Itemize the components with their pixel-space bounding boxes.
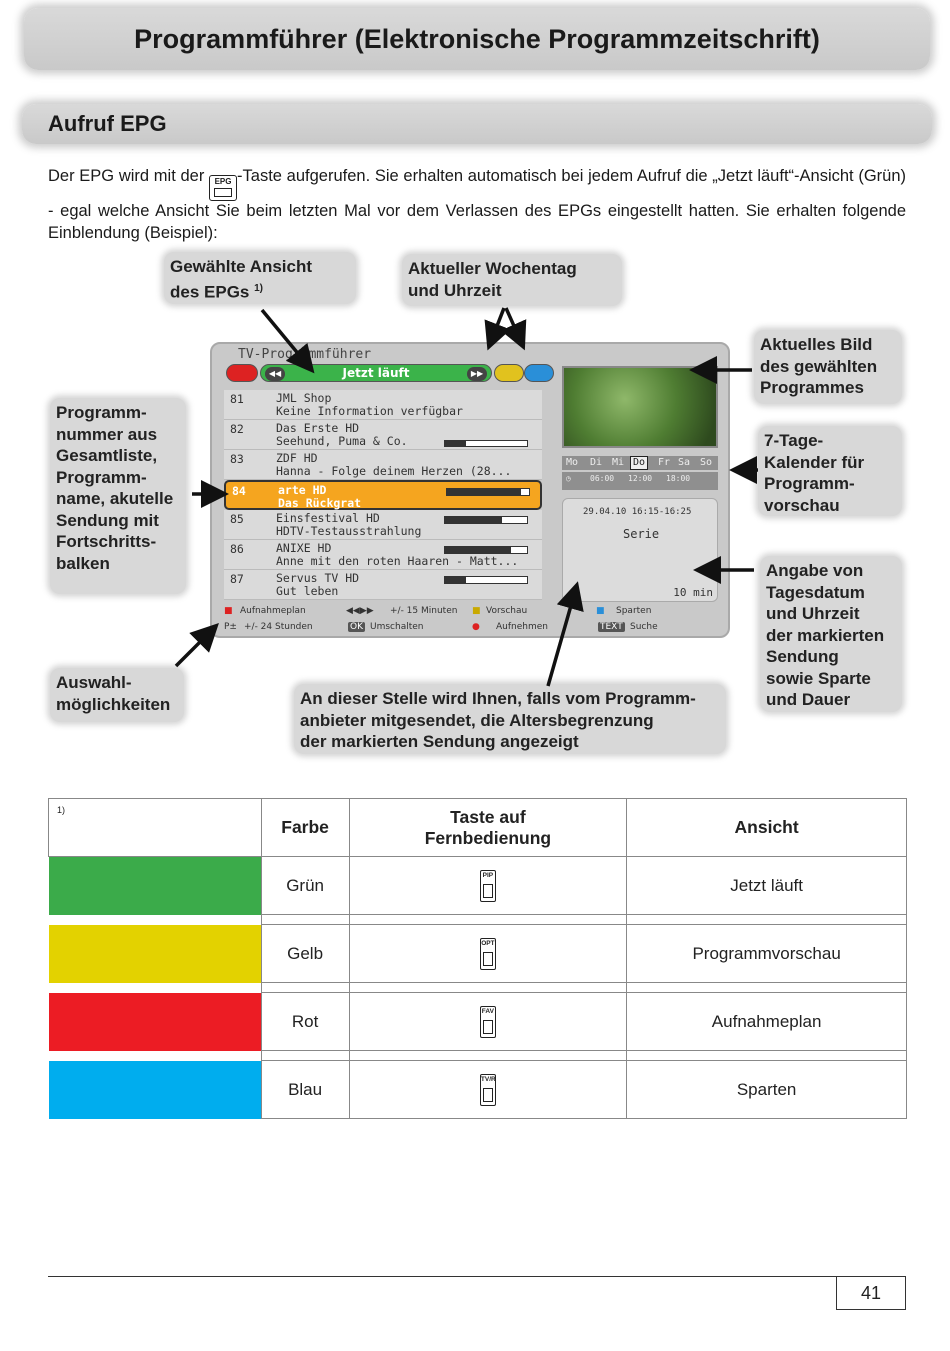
- legend-text: +/- 15 Minuten: [390, 606, 458, 616]
- callout-text: An dieser Stelle wird Ihnen, falls vom Programm-: [300, 689, 696, 708]
- day-label: Sa: [678, 457, 691, 468]
- intro-text-end: -Taste aufgerufen. Sie erhalten automatisch bei jedem Aufruf die „Jetzt läuft“-Ansicht (Grün) - egal welche Ansicht Sie beim letzten Mal vor dem Verlassen des EPGs eingestellt hatten. Sie erhalten folgende Einblendung (Beispiel):: [48, 167, 906, 242]
- callout-text: Gesamtliste,: [56, 446, 158, 465]
- table-row: [49, 925, 907, 983]
- arrow: [262, 310, 310, 368]
- show-title: Seehund, Puma & Co.: [276, 434, 408, 448]
- skip-icon: ◀◀▶▶: [346, 606, 374, 616]
- spacer: [49, 1051, 262, 1061]
- spacer: [261, 915, 349, 925]
- color-key-table: [48, 798, 907, 1119]
- callout-text: Programm-: [56, 403, 147, 422]
- callout-text: Gewählte Ansicht: [170, 257, 313, 276]
- header-key-line: Fernbedienung: [424, 827, 552, 848]
- legend-text: Sparten: [616, 606, 652, 616]
- view-name: Jetzt läuft: [627, 857, 907, 915]
- page-number: 41: [836, 1276, 906, 1310]
- arrow: [506, 308, 522, 344]
- key-label: OPT: [481, 939, 495, 947]
- legend-text: +/- 24 Stunden: [244, 622, 313, 632]
- callout-text: Sendung mit: [56, 510, 159, 530]
- section-title: Aufruf EPG: [48, 111, 167, 136]
- channel-name: Das Erste HD: [276, 421, 360, 435]
- callout-text: anbieter mitgesendet, die Altersbegrenzung: [300, 710, 654, 730]
- callout-text: Aktuelles Bild: [760, 335, 873, 354]
- callout-text: Angabe von: [766, 561, 864, 580]
- callout-text: Sendung: [766, 647, 839, 666]
- view-name: Sparten: [627, 1061, 907, 1119]
- color-name: Grün: [261, 857, 349, 915]
- tv-title: TV-Programmführer: [238, 347, 372, 362]
- epg-key-icon: EPG: [209, 175, 237, 201]
- callout-text: Tagesdatum: [766, 582, 865, 602]
- text-button-icon: TEXT: [600, 622, 623, 632]
- channel-name: Einsfestival HD: [276, 511, 380, 525]
- show-title: Keine Information verfügbar: [276, 404, 463, 418]
- spacer-row: [49, 1051, 907, 1061]
- show-title: Anne mit den roten Haaren - Matt...: [276, 554, 519, 568]
- legend-text: Aufnehmen: [496, 622, 548, 632]
- remote-key-icon: [480, 870, 496, 902]
- table-row: [49, 993, 907, 1051]
- channel-number: 81: [230, 392, 244, 406]
- spacer: [261, 1051, 349, 1061]
- color-name: Rot: [261, 993, 349, 1051]
- callout-text: und Uhrzeit: [408, 280, 502, 300]
- header-view: Ansicht: [627, 799, 907, 857]
- remote-key-icon: [480, 1006, 496, 1038]
- spacer: [627, 983, 907, 993]
- clock-icon: ◷: [566, 474, 571, 483]
- callout-text: der markierten Sendung angezeigt: [300, 732, 579, 751]
- header-key-line: Taste auf: [450, 806, 526, 827]
- rewind-icon: ◀◀: [265, 367, 285, 381]
- day-label-today: Do: [630, 456, 648, 470]
- callout-text: der markierten: [766, 625, 885, 645]
- time-label: 06:00: [590, 474, 615, 483]
- table-row: [49, 1061, 907, 1119]
- channel-name: JML Shop: [276, 391, 332, 405]
- legend-text: Aufnahmeplan: [240, 606, 306, 616]
- time-label: 18:00: [666, 474, 691, 483]
- legend-text: Vorschau: [486, 606, 528, 616]
- channel-number: 85: [230, 512, 244, 526]
- spacer-row: [49, 983, 907, 993]
- remote-key-cell: [349, 993, 627, 1051]
- channel-number: 84: [232, 484, 246, 498]
- channel-name: Servus TV HD: [276, 571, 360, 585]
- channel-number: 86: [230, 542, 244, 556]
- forward-icon: ▶▶: [467, 367, 487, 381]
- header-key: [349, 799, 627, 857]
- view-name: Programmvorschau: [627, 925, 907, 983]
- page-title: Programmführer (Elektronische Programmzeitschrift): [134, 24, 820, 54]
- view-name: Aufnahmeplan: [627, 993, 907, 1051]
- callout-text: Programmes: [760, 378, 864, 397]
- time-label: 12:00: [628, 474, 653, 483]
- callout-text: des gewählten: [760, 356, 878, 376]
- channel-name: ANIXE HD: [276, 541, 332, 555]
- show-title: Gut leben: [276, 584, 339, 598]
- day-label: Mi: [612, 457, 625, 468]
- callout-text: des EPGs: [170, 282, 250, 302]
- callout-text: nummer aus: [56, 424, 158, 444]
- callout-text: möglichkeiten: [56, 694, 171, 714]
- callout-text: Auswahl-: [56, 673, 132, 692]
- show-title: HDTV-Testausstrahlung: [276, 524, 422, 538]
- footnote-ref: 1): [254, 282, 264, 294]
- spacer: [349, 983, 627, 993]
- spacer: [49, 983, 262, 993]
- color-name: Blau: [261, 1061, 349, 1119]
- show-genre: Serie: [623, 527, 660, 541]
- show-date-time: 29.04.10 16:15-16:25: [583, 507, 692, 517]
- key-label: TV/R: [480, 1075, 496, 1083]
- day-label: So: [700, 457, 713, 468]
- channel-number: 82: [230, 422, 244, 436]
- legend-text: Suche: [630, 622, 658, 632]
- callout-text: 7-Tage-: [764, 431, 824, 450]
- page-up-down-icon: P±: [224, 622, 237, 632]
- spacer: [349, 915, 627, 925]
- callout-text: Aktueller Wochentag: [408, 259, 577, 278]
- spacer: [627, 915, 907, 925]
- footnote-cell: 1): [49, 799, 262, 857]
- show-title: Hanna - Folge deinem Herzen (28...: [276, 464, 512, 478]
- arrow: [548, 588, 576, 686]
- key-label: FAV: [481, 1007, 494, 1015]
- color-swatch: [49, 925, 262, 983]
- callout-text: Programm-: [764, 474, 855, 493]
- remote-key-cell: [349, 925, 627, 983]
- callout-text: name, akutelle: [56, 489, 174, 508]
- table-row: [49, 857, 907, 915]
- channel-name: ZDF HD: [276, 451, 318, 465]
- spacer: [49, 915, 262, 925]
- callout-text: sowie Sparte: [766, 668, 871, 688]
- remote-key-icon: [480, 938, 496, 970]
- red-button-icon: ■: [224, 606, 233, 616]
- legend-text: Umschalten: [370, 622, 424, 632]
- spacer-row: [49, 915, 907, 925]
- color-swatch: [49, 857, 262, 915]
- day-label: Mo: [566, 457, 579, 468]
- remote-key-cell: [349, 857, 627, 915]
- show-duration: 10 min: [673, 586, 713, 599]
- callout-text: vorschau: [764, 495, 840, 515]
- spacer: [627, 1051, 907, 1061]
- ok-button-icon: OK: [350, 622, 363, 632]
- remote-key-cell: [349, 1061, 627, 1119]
- footer-rule: [48, 1276, 906, 1277]
- arrow: [490, 308, 504, 344]
- channel-name: arte HD: [278, 483, 327, 497]
- callout-text: Fortschritts-: [56, 532, 157, 551]
- record-icon: ●: [472, 622, 480, 632]
- yellow-button-icon: ■: [472, 606, 481, 616]
- show-title: Das Rückgrat: [278, 496, 362, 510]
- view-label: Jetzt läuft: [342, 366, 410, 380]
- callout-text: Kalender für: [764, 452, 865, 472]
- remote-key-icon: [480, 1074, 496, 1106]
- spacer: [261, 983, 349, 993]
- channel-number: 83: [230, 452, 244, 466]
- color-name: Gelb: [261, 925, 349, 983]
- blue-button-icon: ■: [596, 606, 605, 616]
- callout-text: und Dauer: [766, 690, 851, 709]
- day-label: Fr: [658, 457, 671, 468]
- callout-text: Programm-: [56, 467, 147, 487]
- header-color: Farbe: [261, 799, 349, 857]
- intro-text-start: Der EPG wird mit der: [48, 167, 210, 185]
- spacer: [349, 1051, 627, 1061]
- callout-text: balken: [56, 553, 110, 573]
- callout-text: und Uhrzeit: [766, 604, 860, 623]
- channel-number: 87: [230, 572, 244, 586]
- color-swatch: [49, 993, 262, 1051]
- key-label: PIP: [482, 871, 494, 879]
- table-header-row: [49, 799, 907, 857]
- day-label: Di: [590, 457, 603, 468]
- color-swatch: [49, 1061, 262, 1119]
- arrow: [176, 628, 214, 666]
